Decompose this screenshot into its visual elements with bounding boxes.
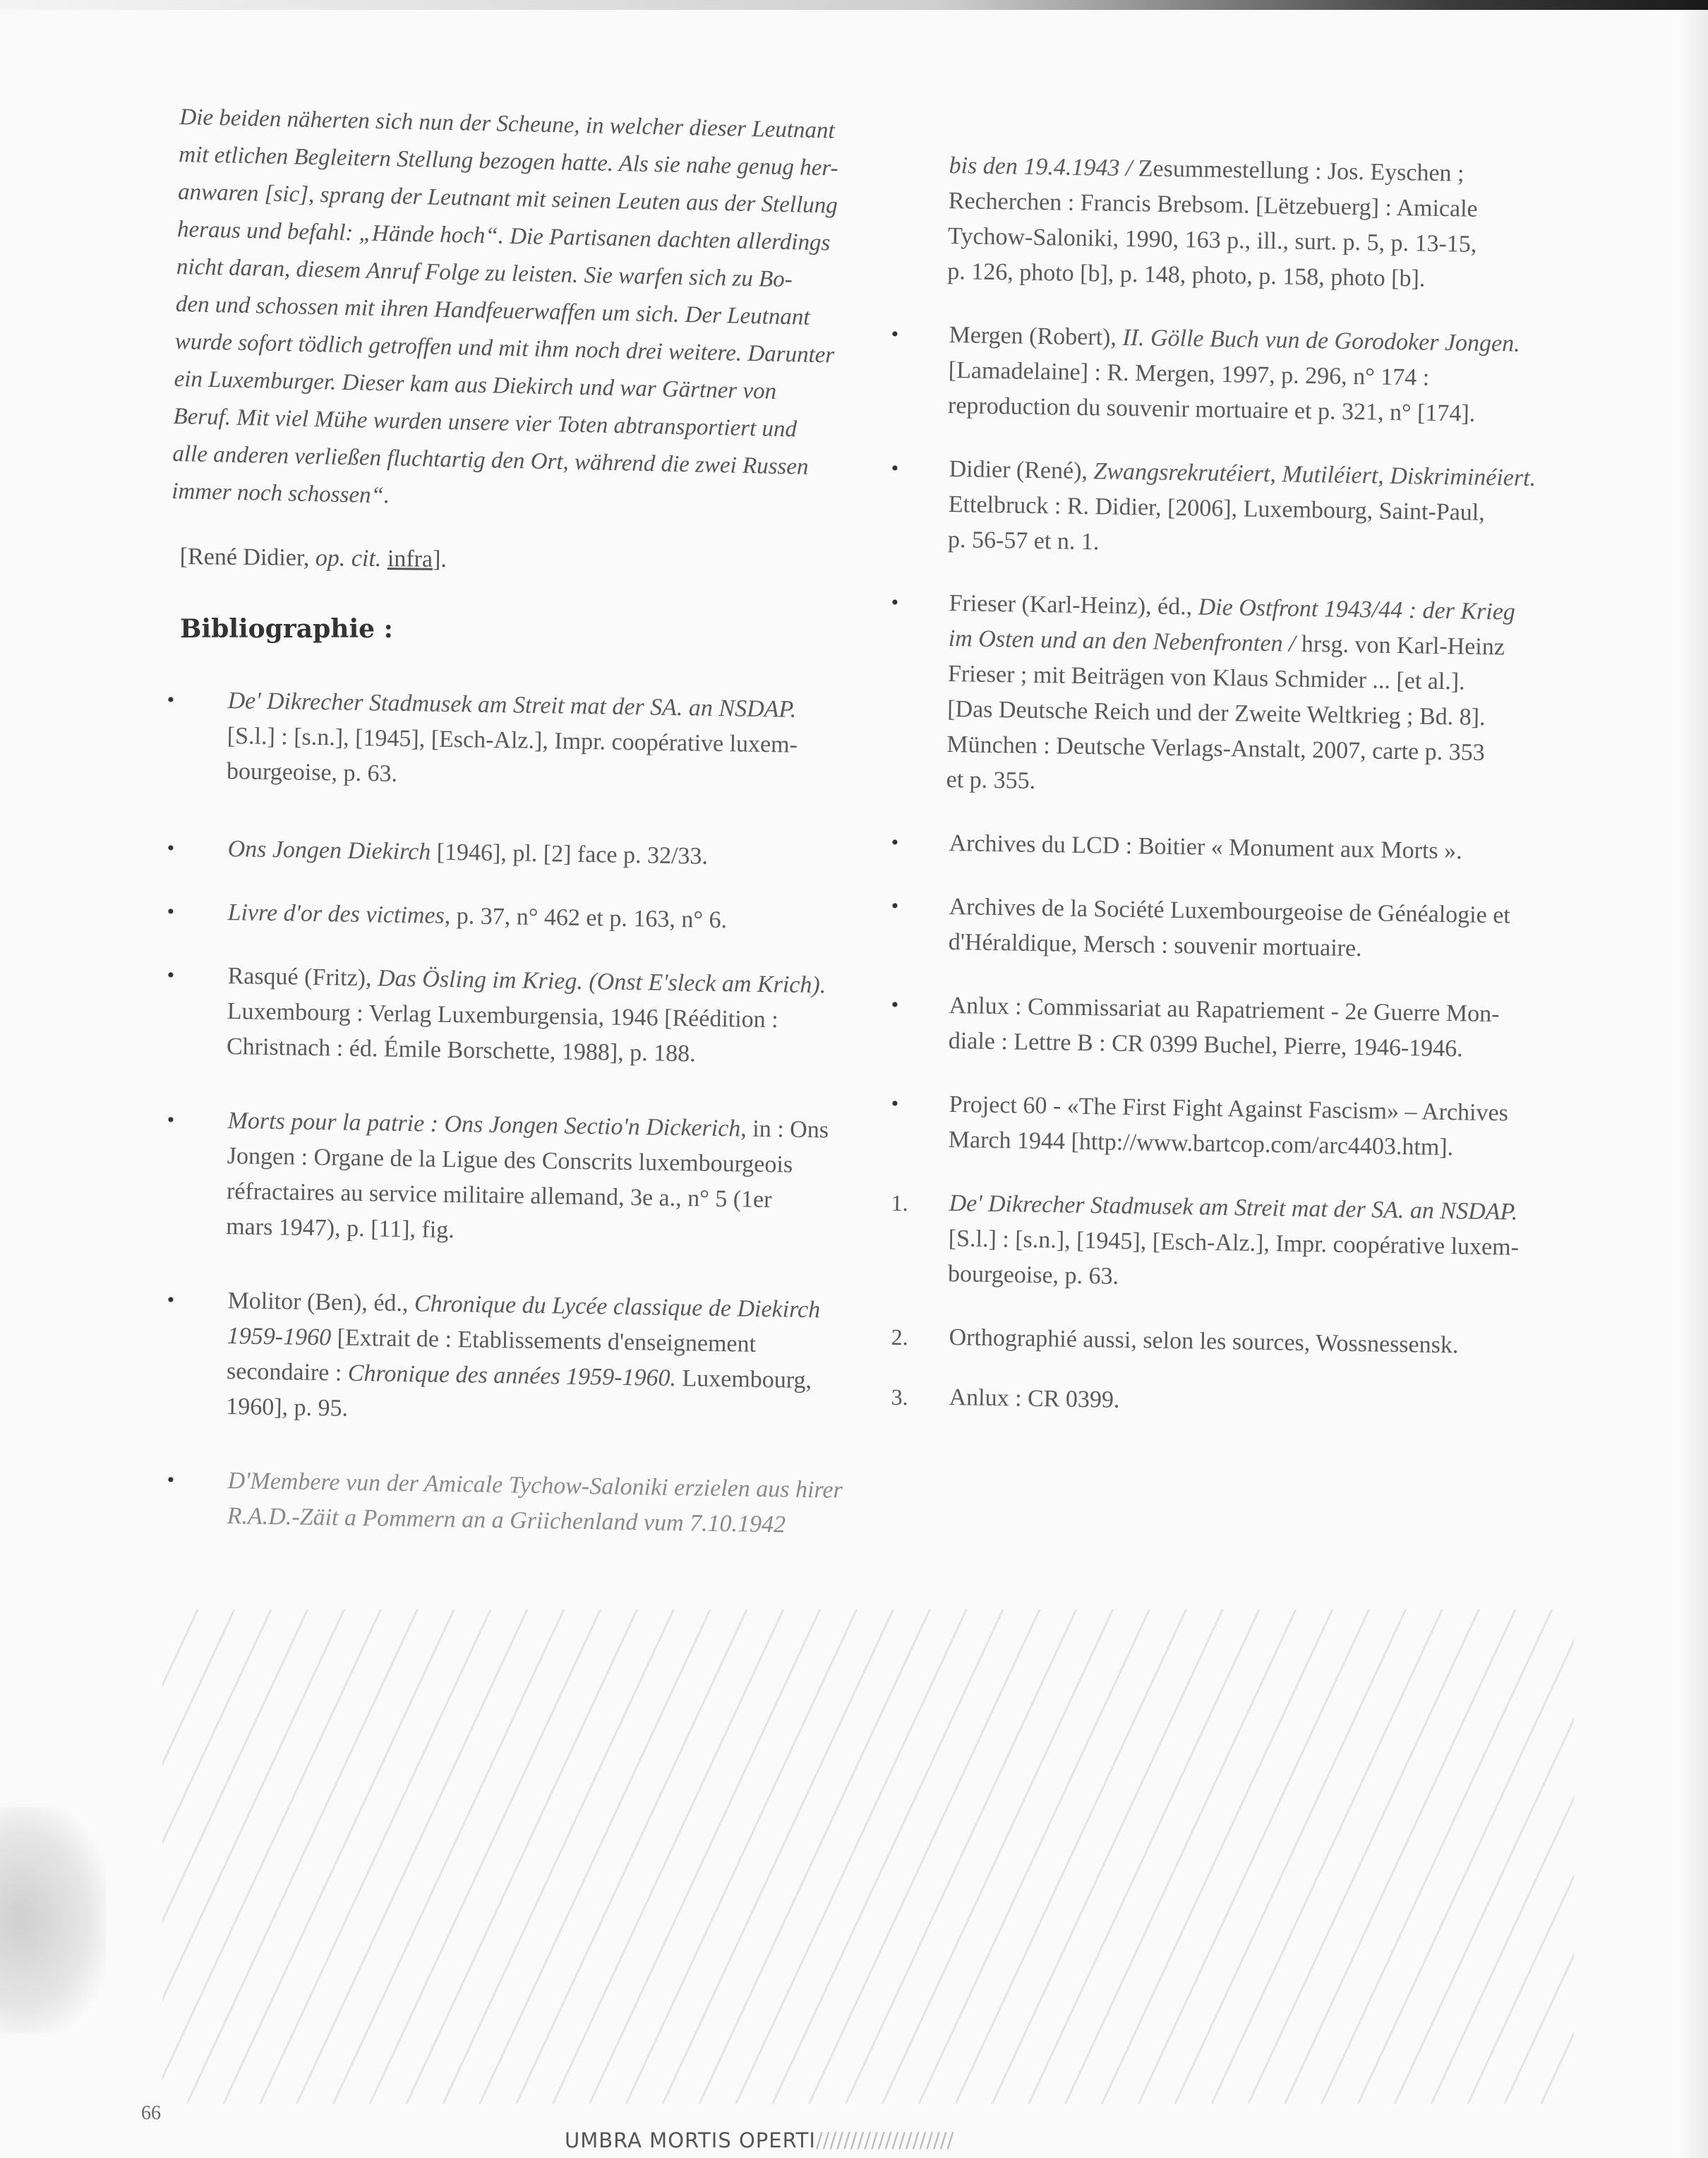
running-title [565,2128,954,2152]
entry-line-plain: p. 126, photo [b], p. 148, photo, p. 158, photo [b]. [946,258,1426,292]
quote-line: Beruf. Mit viel Mühe wurden unsere vier Toten abtransportiert und [173,403,798,443]
footnote [891,1186,1616,1302]
entry-line-italic: Livre d'or des victimes [227,899,445,929]
footnote-number: 3. [891,1384,908,1410]
quote-line: immer noch schossen“. [171,478,390,509]
quote-line: Die beiden näherten sich nun der Scheune, in welcher dieser Leutnant [179,104,836,144]
entry-line-plain: d'Héraldique, Mersch : souvenir mortuaire. [948,928,1362,962]
entry-line-plain: Archives de la Société Luxembourgeoise de Généalogie et [949,893,1511,929]
running-title-slashes: //////////////////// [815,2128,954,2152]
source-prefix: [René Didier, [179,543,316,572]
entry-line-plain: Orthographié aussi, selon les sources, Wossnessensk. [949,1324,1459,1359]
bullet-marker: • [891,1091,899,1115]
footnote [891,1380,1616,1426]
entry-line-plain: et p. 355. [946,766,1036,794]
entry-line-italic: De' Dikrecher Stadmusek am Streit mat der SA. an NSDAP. [949,1189,1518,1225]
entry-line-plain: Anlux : CR 0399. [949,1384,1120,1413]
entry-line-pre: Didier (René), [949,455,1094,485]
entry-line-plain: reproduction du souvenir mortuaire et p. 321, n° [174]. [947,392,1476,427]
entry-line-plain: München : Deutsche Verlags-Anstalt, 2007, carte p. 353 [946,731,1485,766]
entry-line-plain: Christnach : éd. Émile Borschette, 1988], p. 188. [226,1033,697,1067]
entry-line-plain: Zesummestellung : Jos. Eyschen ; [1138,155,1465,187]
quote-line: alle anderen verließen fluchtartig den Ort, während die zwei Russen [172,440,809,480]
entry-line-plain: diale : Lettre B : CR 0399 Buchel, Pierre, 1946-1946. [948,1027,1464,1062]
source-suffix: ]. [432,546,447,573]
bullet-marker: • [891,322,899,346]
entry-line-plain: mars 1947), p. [11], fig. [225,1213,455,1244]
bibliography-entry [891,826,1616,872]
bullet-marker: • [167,1288,175,1312]
entry-line-italic: bis den 19.4.1943 / [949,152,1139,182]
entry-line-plain: , p. 37, n° 462 et p. 163, n° 6. [444,902,728,934]
quote-source [179,539,885,582]
entry-line-italic: Ons Jongen Diekirch [227,836,431,865]
bibliography-entry [891,889,1616,971]
entry-line-italic: II. Gölle Buch vun de Gorodoker Jongen. [1122,324,1520,357]
entry-line-plain: hrsg. von Karl-Heinz [1301,630,1505,661]
entry-line-plain: 1960], p. 95. [225,1393,349,1422]
entry-line-italic: Chronique du Lycée classique de Diekirch [414,1290,821,1324]
entry-line-plain: [S.l.] : [s.n.], [1945], [Esch-Alz.], Impr. coopérative luxem- [948,1225,1520,1261]
quote-line: anwaren [sic], sprang der Leutnant mit seinen Leuten aus der Stellung [177,179,838,219]
bibliography-entry [167,1283,886,1435]
entry-line-plain: Project 60 - «The First Fight Against Fascism» – Archives [949,1091,1509,1127]
bibliography-entry [891,318,1616,434]
entry-line-pre: Mergen (Robert), [949,321,1123,351]
footnote-number: 2. [891,1324,908,1350]
bullet-marker: • [167,963,175,987]
entry-line-plain: [Lamadelaine] : R. Mergen, 1997, p. 296, n° 174 : [948,356,1430,391]
source-op-cit: op. cit. [315,545,382,572]
entry-line-pre: Frieser (Karl-Heinz), éd., [949,589,1198,621]
right-bibliography-list [891,148,1616,1161]
entry-line-italic: R.A.D.-Zäit a Pommern an a Griichenland vum 7.10.1942 [227,1503,786,1538]
entry-line-plain: [Extrait de : Etablissements d'enseignement [330,1324,757,1357]
entry-line-plain: [S.l.] : [s.n.], [1945], [Esch-Alz.], Impr. coopérative luxem- [227,723,798,758]
entry-line-plain: Luxembourg : Verlag Luxemburgensia, 1946 [Réédition : [227,998,778,1033]
bibliography-entry [891,988,1616,1069]
entry-line-plain: bourgeoise, p. 63. [226,758,398,787]
left-bibliography-list [167,683,886,1538]
entry-line-plain: Ettelbruck : R. Didier, [2006], Luxembourg, Saint-Paul, [948,491,1486,526]
bibliography-entry [891,452,1616,568]
quote-line: nicht daran, diesem Anruf Folge zu leisten. Sie warfen sich zu Bo- [176,253,793,293]
bibliography-entry [167,831,886,877]
top-edge-bar [0,0,1708,10]
running-title-text: UMBRA MORTIS OPERTI [565,2128,816,2152]
bullet-marker: • [891,830,899,854]
quote-line: mit etlichen Begleitern Stellung bezogen hatte. Als sie nahe genug her- [178,141,838,181]
right-column [891,120,1616,1415]
quote-block [172,99,886,525]
entry-line-pre: Molitor (Ben), éd., [227,1288,415,1317]
left-column [167,99,886,1538]
entry-line-plain: Tychow-Saloniki, 1990, 163 p., ill., surt. p. 5, p. 13-15, [947,222,1477,258]
bullet-marker: • [167,688,175,712]
entry-line-italic: Zwangsrekrutéiert, Mutiléiert, Diskriminéiert. [1093,458,1536,492]
entry-line [949,1380,1616,1426]
quote-line: wurde sofort tödlich getroffen und mit ihm noch drei weitere. Darunter [174,328,835,368]
bibliography-entry [167,683,886,800]
page-edge-shadow [1680,0,1708,2158]
entry-line [227,895,886,941]
entry-line-pre: Rasqué (Fritz), [227,963,378,992]
entry-line-plain: réfractaires au service militaire allemand, 3e a., n° 5 (1er [226,1178,772,1213]
bullet-marker: • [167,899,175,923]
bibliography-entry [891,586,1616,808]
bibliography-entry [167,958,886,1075]
entry-line-plain: Recherchen : Francis Brebsom. [Lëtzebuerg] : Amicale [948,187,1478,222]
entry-line [949,826,1616,872]
bibliography-entry [167,1103,886,1255]
entry-line-italic: De' Dikrecher Stadmusek am Streit mat der SA. an NSDAP. [227,688,797,723]
bibliography-entry [167,894,886,941]
bullet-marker: • [167,1468,175,1492]
entry-line-plain: March 1944 [http://www.bartcop.com/arc4403.htm]. [948,1126,1454,1161]
bullet-marker: • [891,456,899,480]
bibliography-entry [167,1463,885,1545]
bibliography-entry [947,148,1616,300]
entry-line-italic: D'Membere vun der Amicale Tychow-Saloniki erzielen aus hirer [227,1468,843,1504]
entry-line [949,1320,1616,1366]
bibliography-heading: Bibliographie : [180,614,393,644]
entry-line-plain: bourgeoise, p. 63. [947,1260,1119,1290]
entry-line-plain: [1946], pl. [2] face p. 32/33. [430,839,709,870]
entry-line [227,832,886,877]
bullet-marker: • [891,993,899,1017]
entry-line-italic: Chronique des années 1959-1960. [347,1360,677,1392]
entry-line-italic: Das Ösling im Krieg. (Onst E'sleck am Krich). [377,965,826,999]
bibliography-entry [891,1087,1616,1168]
bullet-marker: • [891,590,899,614]
hatched-background [162,1609,1574,2104]
entry-line-plain: Frieser ; mit Beiträgen von Klaus Schmider ... [et al.]. [947,660,1465,695]
entry-line-italic: im Osten und an den Nebenfronten / [948,625,1302,657]
entry-line-plain: [Das Deutsche Reich und der Zweite Weltkrieg ; Bd. 8]. [946,695,1486,731]
entry-line-italic: Die Ostfront 1943/44 : der Krieg [1198,594,1516,625]
bullet-marker: • [891,894,899,918]
entry-line-plain: Anlux : Commissariat au Rapatriement - 2e Guerre Mon- [949,992,1500,1028]
entry-line-plain: Archives du LCD : Boitier « Monument aux Morts ». [949,829,1462,865]
entry-line-plain: Jongen : Organe de la Ligue des Conscrits luxembourgeois [227,1143,793,1178]
footnote [891,1320,1616,1366]
entry-line-italic: Morts pour la patrie : Ons Jongen Sectio'n Dickerich [227,1108,741,1142]
footnote-number: 1. [891,1189,908,1216]
bullet-marker: • [167,836,175,860]
footnotes-list [891,1186,1616,1415]
quote-line: heraus und befahl: „Hände hoch“. Die Partisanen dachten allerdings [176,216,831,256]
photo-fragment [0,1807,106,2033]
entry-line-pre: secondaire : [226,1358,349,1386]
entry-line-plain: p. 56-57 et n. 1. [947,526,1100,556]
entry-line-plain: Luxembourg, [675,1365,812,1394]
entry-line-italic: 1959-1960 [227,1323,332,1351]
page-number: 66 [141,2102,161,2124]
bullet-marker: • [167,1108,175,1132]
source-infra: infra [387,546,433,573]
entry-line-plain: , in : Ons [740,1115,829,1144]
quote-line: ein Luxemburger. Dieser kam aus Diekirch und war Gärtner von [174,366,777,404]
quote-line: den und schossen mit ihren Handfeuerwaffen um sich. Der Leutnant [175,291,810,330]
